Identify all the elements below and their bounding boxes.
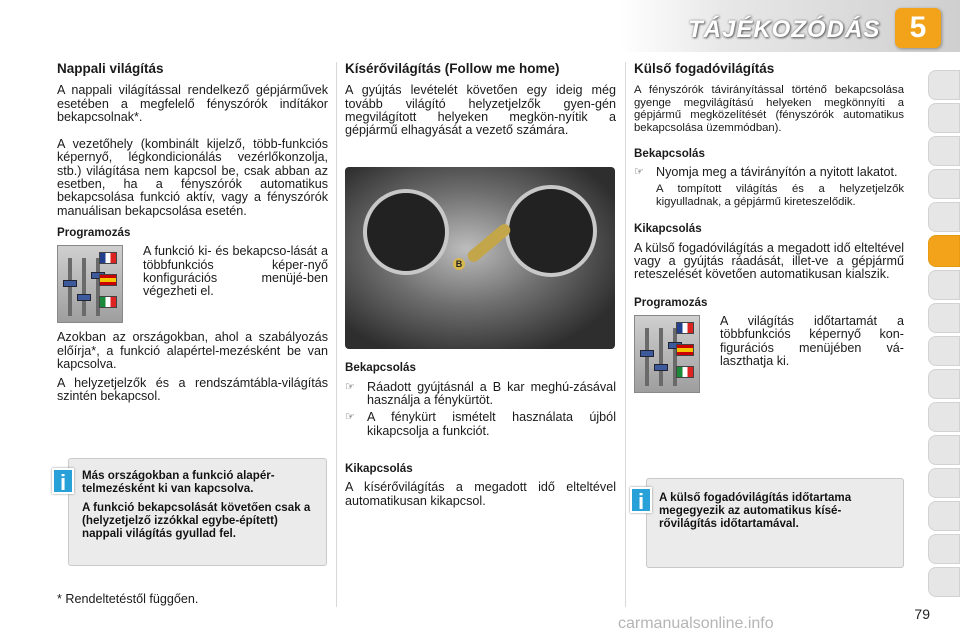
rev-counter-dial — [505, 185, 597, 277]
paragraph: A helyzetjelzők és a rendszámtábla-világítás szintén bekapcsol. — [57, 376, 328, 404]
settings-menu-icon — [57, 245, 123, 323]
chapter-tab-15[interactable] — [928, 534, 960, 564]
chapter-tab-6-active[interactable] — [928, 235, 960, 267]
chapter-tab-11[interactable] — [928, 402, 960, 432]
programming-text: A világítás időtartamát a többfunkciós képernyő kon-figurációs menüjében vá-laszthatja ki. — [720, 313, 904, 368]
programming-block — [57, 245, 328, 323]
subheading-programming: Programozás — [634, 295, 708, 309]
column-divider — [336, 62, 337, 607]
subheading-on: Bekapcsolás — [345, 361, 416, 375]
info-text: A funkció bekapcsolását követően csak a (helyzetjelző izzókkal egybe-épített) nappali világítás gyullad fel. — [82, 501, 311, 540]
info-box — [68, 458, 327, 566]
list-item-text: A fénykürt ismételt használata újból kikapcsolja a funkciót. — [367, 410, 616, 438]
watermark-text: carmanualsonline.info — [618, 615, 774, 632]
speedometer-dial — [363, 189, 449, 275]
subheading-off: Kikapcsolás — [634, 222, 702, 236]
stalk-label-b: B — [453, 258, 465, 270]
chapter-tab-4[interactable] — [928, 169, 960, 199]
chapter-tab-14[interactable] — [928, 501, 960, 531]
paragraph: A nappali világítással rendelkező gépjárművek esetében a megfelelő fényszórók indítákor bekapcsolnak*. — [57, 83, 328, 124]
chapter-tabs — [928, 70, 960, 600]
chapter-tab-9[interactable] — [928, 336, 960, 366]
chapter-tab-16[interactable] — [928, 567, 960, 597]
info-box — [646, 478, 904, 568]
paragraph: Azokban az országokban, ahol a szabályozás előírja*, a funkció alapértel-mezésként be van kapcsolva. — [57, 330, 328, 371]
chapter-tab-3[interactable] — [928, 136, 960, 166]
section-heading: Kísérővilágítás (Follow me home) — [345, 61, 560, 76]
subheading-on: Bekapcsolás — [634, 146, 705, 160]
info-icon: i — [630, 487, 652, 513]
note: A tompított világítás és a helyzetjelzők kigyulladnak, a gépjármű kireteszelődik. — [656, 183, 904, 208]
column-divider — [625, 62, 626, 607]
chapter-tab-12[interactable] — [928, 435, 960, 465]
chapter-tab-2[interactable] — [928, 103, 960, 133]
chapter-tab-10[interactable] — [928, 369, 960, 399]
chapter-tab-5[interactable] — [928, 202, 960, 232]
section-heading: Nappali világítás — [57, 61, 164, 76]
chapter-title: TÁJÉKOZÓDÁS — [688, 16, 881, 43]
subheading-off: Kikapcsolás — [345, 461, 413, 475]
subheading-programming: Programozás — [57, 225, 131, 239]
list-item-text: Nyomja meg a távirányítón a nyitott lakatot. — [656, 164, 898, 179]
chapter-tab-8[interactable] — [928, 303, 960, 333]
lighting-stalk — [465, 222, 513, 265]
chapter-number: 5 — [895, 8, 941, 48]
pointer-icon: ☞ — [634, 165, 644, 178]
footnote: * Rendeltetéstől függően. — [57, 592, 199, 606]
paragraph: A fényszórók távirányítással történő bekapcsolása gyenge megvilágítású helyeken megkönnyíti a gépjármű megközelítését (fényszórók automatikus bekapcsolása üzemmódban). — [634, 84, 904, 135]
paragraph: A külső fogadóvilágítás a megadott idő elteltével vagy a gyújtás ráadását, illet-ve a gépjármű reteszelését követően automatikusan kialszik. — [634, 240, 904, 282]
paragraph: A kísérővilágítás a megadott idő elteltével automatikusan kikapcsol. — [345, 480, 616, 508]
section-heading: Külső fogadóvilágítás — [634, 61, 775, 76]
section-follow-me-home — [345, 62, 616, 514]
chapter-tab-7[interactable] — [928, 270, 960, 300]
steering-stalk-photo — [345, 167, 615, 349]
pointer-icon: ☞ — [345, 411, 355, 424]
info-icon: i — [52, 468, 74, 494]
paragraph: A vezetőhely (kombinált kijelző, több-funkciós képernyő, légkondicionálás vezérlőkonzolja, stb.) világítása nem kapcsol be, csak abban az esetben, ha a fényszórók automatikus bekapcsolása funkció aktív, vagy a fényszórók manuálisan bekapcsolása esetén. — [57, 137, 328, 218]
page-number: 79 — [914, 606, 930, 622]
programming-block — [634, 315, 904, 393]
section-daytime-lights — [57, 62, 328, 410]
info-text: A külső fogadóvilágítás időtartama megegyezik az automatikus kísé-rővilágítás időtartamával. — [659, 491, 852, 530]
list-item — [634, 166, 904, 179]
settings-menu-icon — [634, 315, 700, 393]
list-item — [345, 411, 616, 438]
paragraph: A gyújtás levételét követően egy ideig még tovább világító helyzetjelzők gyen-gén megvilágított helyeken megkön-nyítik a gépjármű elhagyását a vezető számára. — [345, 83, 616, 138]
pointer-icon: ☞ — [345, 380, 355, 393]
info-text: Más országokban a funkció alapér-telmezésként ki van kapcsolva. — [82, 469, 275, 495]
programming-text: A funkció ki- és bekapcso-lását a többfunkciós képer-nyő konfigurációs menüjé-ben végezheti el. — [143, 244, 328, 299]
list-item — [345, 381, 616, 408]
chapter-tab-13[interactable] — [928, 468, 960, 498]
chapter-tab-1[interactable] — [928, 70, 960, 100]
list-item-text: Ráadott gyújtásnál a B kar meghú-zásával használja a fénykürtöt. — [367, 379, 616, 408]
section-exterior-welcome-lighting — [634, 62, 904, 401]
